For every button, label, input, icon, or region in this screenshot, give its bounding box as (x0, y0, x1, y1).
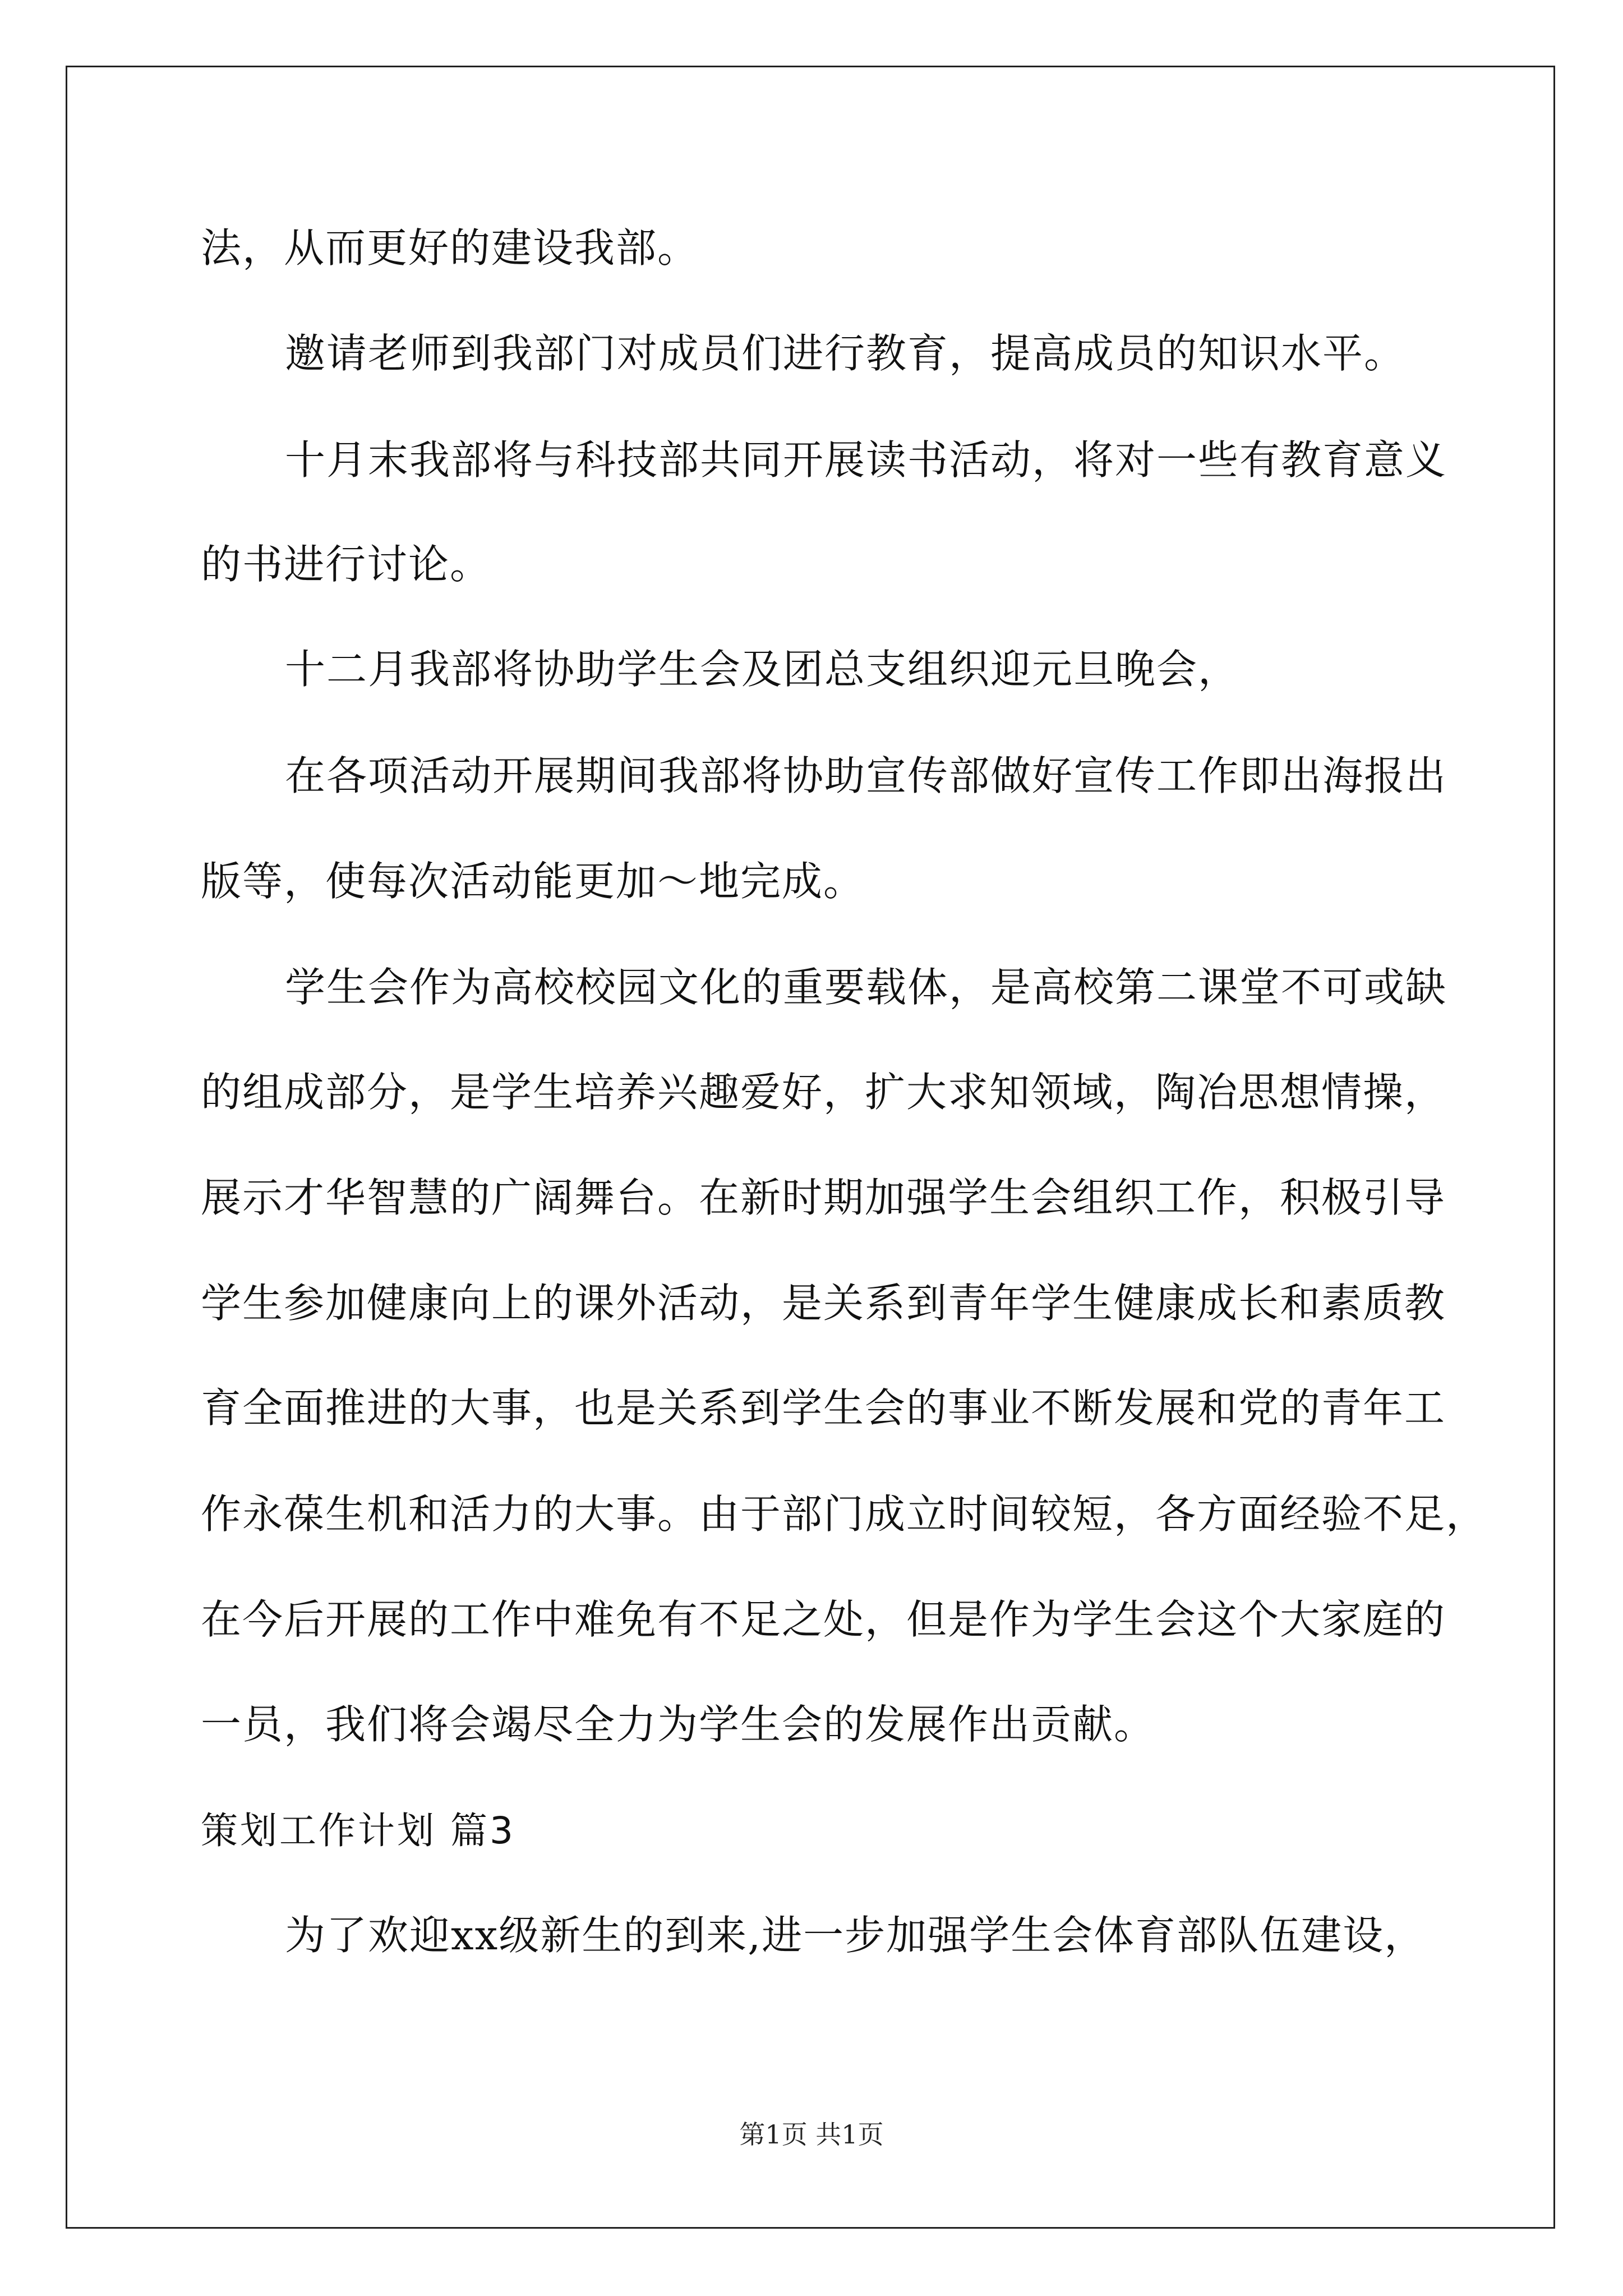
page-number-footer: 第1页 共1页 (739, 2119, 884, 2150)
text-line-2: 邀请老师到我部门对成员们进行教育，提高成员的知识水平。 (285, 330, 1406, 377)
text-line-14: 在今后开展的工作中难免有不足之处，但是作为学生会这个大家庭的 (201, 1596, 1446, 1643)
text-line-8: 学生会作为高校校园文化的重要载体，是高校第二课堂不可或缺 (285, 964, 1447, 1011)
text-line-6: 在各项活动开展期间我部将协助宣传部做好宣传工作即出海报出 (285, 752, 1447, 799)
page-frame (66, 66, 1555, 2229)
text-line-4: 的书进行讨论。 (201, 541, 492, 588)
text-line-9: 的组成部分，是学生培养兴趣爱好，扩大求知领域，陶冶思想情操， (201, 1069, 1446, 1116)
text-line-15: 一员，我们将会竭尽全力为学生会的发展作出贡献。 (201, 1701, 1156, 1748)
text-line-11: 学生参加健康向上的课外活动，是关系到青年学生健康成长和素质教 (201, 1280, 1446, 1327)
section-heading: 策划工作计划 篇3 (201, 1809, 515, 1852)
text-line-1: 法，从而更好的建设我部。 (201, 224, 699, 272)
text-line-7: 版等，使每次活动能更加～地完成。 (201, 858, 865, 905)
text-line-5: 十二月我部将协助学生会及团总支组织迎元旦晚会， (285, 646, 1240, 693)
text-line-12: 育全面推进的大事，也是关系到学生会的事业不断发展和党的青年工 (201, 1384, 1446, 1432)
text-line-17: 为了欢迎xx级新生的到来,进一步加强学生会体育部队伍建设， (285, 1912, 1426, 1959)
text-line-3: 十月末我部将与科技部共同开展读书活动，将对一些有教育意义 (285, 436, 1447, 484)
text-line-13: 作永葆生机和活力的大事。由于部门成立时间较短，各方面经验不足， (201, 1490, 1488, 1538)
text-line-10: 展示才华智慧的广阔舞台。在新时期加强学生会组织工作，积极引导 (201, 1174, 1446, 1221)
